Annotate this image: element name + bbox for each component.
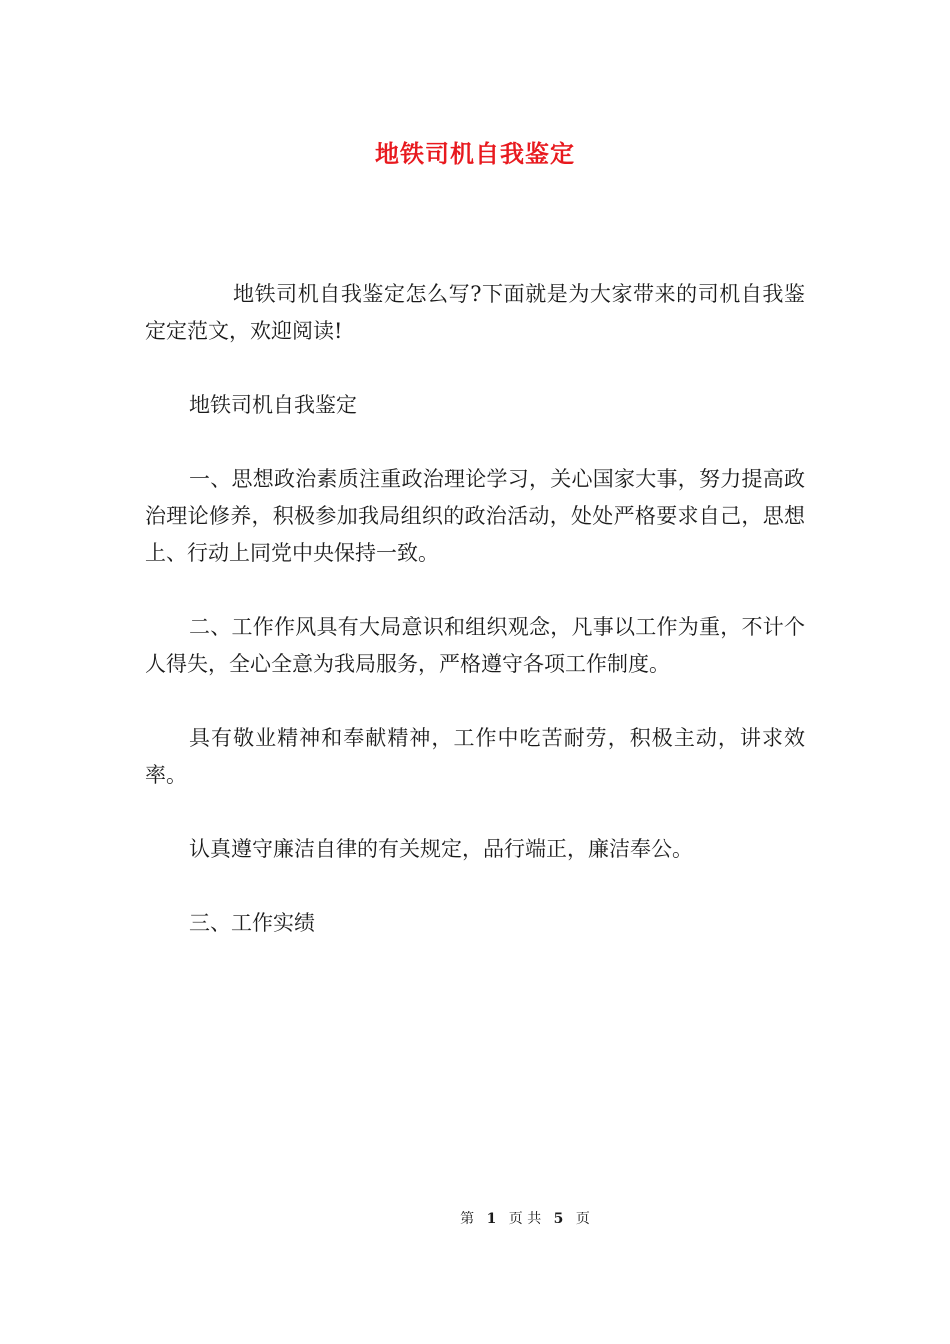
paragraph-work-style: 二、工作作风具有大局意识和组织观念，凡事以工作为重，不计个人得失，全心全意为我局服务，严格遵守各项工作制度。	[145, 615, 805, 676]
footer-total-pages: 5	[553, 1211, 564, 1227]
intro-paragraph: 地铁司机自我鉴定怎么写?下面就是为大家带来的司机自我鉴定定范文，欢迎阅读!	[145, 282, 805, 343]
paragraph-dedication: 具有敬业精神和奉献精神，工作中吃苦耐劳，积极主动，讲求效率。	[145, 726, 805, 787]
paragraph-integrity: 认真遵守廉洁自律的有关规定，品行端正，廉洁奉公。	[189, 837, 693, 861]
paragraph-political: 一、思想政治素质注重政治理论学习，关心国家大事，努力提高政治理论修养，积极参加我局组织的政治活动，处处严格要求自己，思想上、行动上同党中央保持一致。	[145, 467, 805, 565]
footer-middle: 页 共	[508, 1211, 542, 1227]
section-heading: 地铁司机自我鉴定	[189, 393, 357, 417]
footer-prefix: 第	[460, 1211, 475, 1227]
footer-suffix: 页	[575, 1211, 590, 1227]
page-footer	[0, 1208, 950, 1228]
document-title: 地铁司机自我鉴定	[375, 139, 575, 168]
paragraph-achievements-heading: 三、工作实绩	[189, 911, 315, 935]
document-body	[145, 276, 805, 979]
footer-current-page: 1	[486, 1211, 497, 1227]
